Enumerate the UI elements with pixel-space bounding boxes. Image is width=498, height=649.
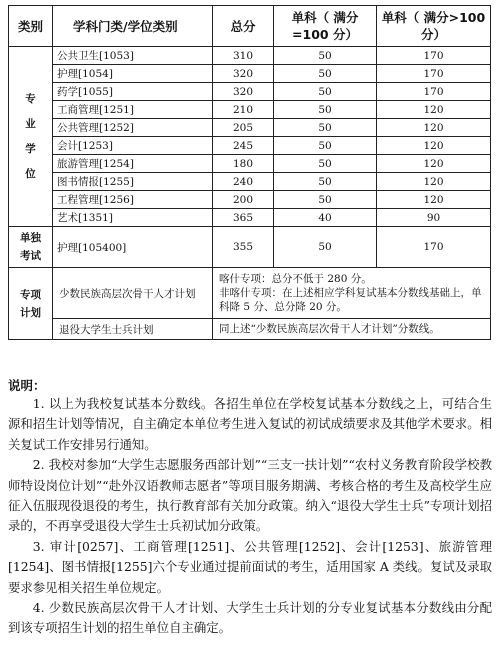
header-discipline: 学科门类/学位类别: [53, 6, 213, 47]
single-100-score: 50: [274, 47, 377, 65]
single-100-score: 50: [274, 83, 377, 101]
single-100-score: 40: [274, 209, 377, 227]
single-100-score: 50: [274, 227, 377, 268]
single-over-100-score: 120: [377, 101, 491, 119]
total-score: 180: [213, 155, 274, 173]
single-over-100-score: 120: [377, 191, 491, 209]
single-over-100-score: 120: [377, 173, 491, 191]
total-score: 210: [213, 101, 274, 119]
discipline-name: 会计[1253]: [53, 137, 213, 155]
header-row: [9, 6, 491, 47]
category-independent-label: 单独考试: [20, 232, 41, 262]
single-100-score: 50: [274, 119, 377, 137]
table-row: [9, 173, 491, 191]
total-score: 320: [213, 65, 274, 83]
single-100-score: 50: [274, 155, 377, 173]
table-row: [9, 191, 491, 209]
table-row: [9, 119, 491, 137]
single-100-score: 50: [274, 191, 377, 209]
total-score: 320: [213, 83, 274, 101]
discipline-name: 药学[1055]: [53, 83, 213, 101]
note-paragraph: 2. 我校对参加“大学生志愿服务西部计划”“三支一扶计划”“农村义务教育阶段学校教师特设岗位计划”“赴外汉语教师志愿者”等项目服务期满、考核合格的考生及高校学生应征入伍服现役退役的考生，执行教育部有关加分政策。纳入“退役大学生士兵”专项计划招录的，不再享受退役大学生士兵初试加分政策。: [8, 457, 492, 534]
single-100-score: 50: [274, 101, 377, 119]
single-over-100-score: 120: [377, 137, 491, 155]
notes-title: 说明：: [8, 378, 46, 393]
professional-first-row: [9, 47, 491, 65]
category-professional: [9, 47, 53, 227]
total-score: 205: [213, 119, 274, 137]
discipline-name: 护理[1054]: [53, 65, 213, 83]
discipline-name: 公共卫生[1053]: [53, 47, 213, 65]
header-single-100: 单科（ 满分=100 分）: [274, 6, 377, 47]
table-row: [9, 101, 491, 119]
special-plan-note: 喀什专项：总分不低于 280 分。 非喀什专项：在上述相应学科复试基本分数线基础上，单科降 5 分、总分降 20 分。: [213, 268, 491, 319]
single-100-score: 50: [274, 65, 377, 83]
note-paragraph: 1. 以上为我校复试基本分数线。各招生单位在学校复试基本分数线之上，可结合生源和招生计划等情况，自主确定本单位考生进入复试的初试成绩要求及其他学术要求。相关复试工作安排另行通知。: [8, 396, 492, 452]
single-over-100-score: 170: [377, 83, 491, 101]
total-score: 365: [213, 209, 274, 227]
total-score: 240: [213, 173, 274, 191]
single-over-100-score: 120: [377, 119, 491, 137]
table-row: [9, 83, 491, 101]
total-score: 200: [213, 191, 274, 209]
note-paragraph: 4. 少数民族高层次骨干人才计划、大学生士兵计划的分专业复试基本分数线由分配到该专项招生计划的招生单位自主确定。: [8, 600, 492, 636]
single-over-100-score: 90: [377, 209, 491, 227]
independent-row: [9, 227, 491, 268]
discipline-name: 护理[105400]: [53, 227, 213, 268]
notes-section: [8, 377, 492, 639]
discipline-name: 公共管理[1252]: [53, 119, 213, 137]
header-category: 类别: [9, 6, 53, 47]
table-row: [9, 209, 491, 227]
note-paragraph: 3. 审计[0257]、工商管理[1251]、公共管理[1252]、会计[1253]、旅游管理[1254]、图书情报[1255]六个专业通过提前面试的考生，适用国家 A 类线。复试及录取要求参见相关招生单位规定。: [8, 538, 492, 595]
table-row: [9, 155, 491, 173]
category-independent: [9, 227, 53, 268]
category-professional-label: 专业学位: [25, 92, 36, 180]
table-row: [9, 137, 491, 155]
single-over-100-score: 170: [377, 227, 491, 268]
special-row: [9, 319, 491, 340]
category-special-label: 专项计划: [20, 288, 41, 319]
table-row: [9, 65, 491, 83]
header-total: 总分: [213, 6, 274, 47]
discipline-name: 工商管理[1251]: [53, 101, 213, 119]
total-score: 310: [213, 47, 274, 65]
single-over-100-score: 120: [377, 155, 491, 173]
single-over-100-score: 170: [377, 47, 491, 65]
discipline-name: 工程管理[1256]: [53, 191, 213, 209]
discipline-name: 艺术[1351]: [53, 209, 213, 227]
single-100-score: 50: [274, 173, 377, 191]
single-over-100-score: 170: [377, 65, 491, 83]
discipline-name: 图书情报[1255]: [53, 173, 213, 191]
category-special: [9, 268, 53, 340]
score-table: [8, 5, 491, 340]
special-plan-name: 退役大学生士兵计划: [53, 319, 213, 340]
header-single-over-100: 单科（ 满分>100 分）: [377, 6, 491, 47]
total-score: 355: [213, 227, 274, 268]
special-row: [9, 268, 491, 319]
discipline-name: 旅游管理[1254]: [53, 155, 213, 173]
special-plan-name: 少数民族高层次骨干人才计划: [53, 268, 213, 319]
special-plan-note: 同上述“少数民族高层次骨干人才计划”分数线。: [213, 319, 491, 340]
single-100-score: 50: [274, 137, 377, 155]
total-score: 245: [213, 137, 274, 155]
